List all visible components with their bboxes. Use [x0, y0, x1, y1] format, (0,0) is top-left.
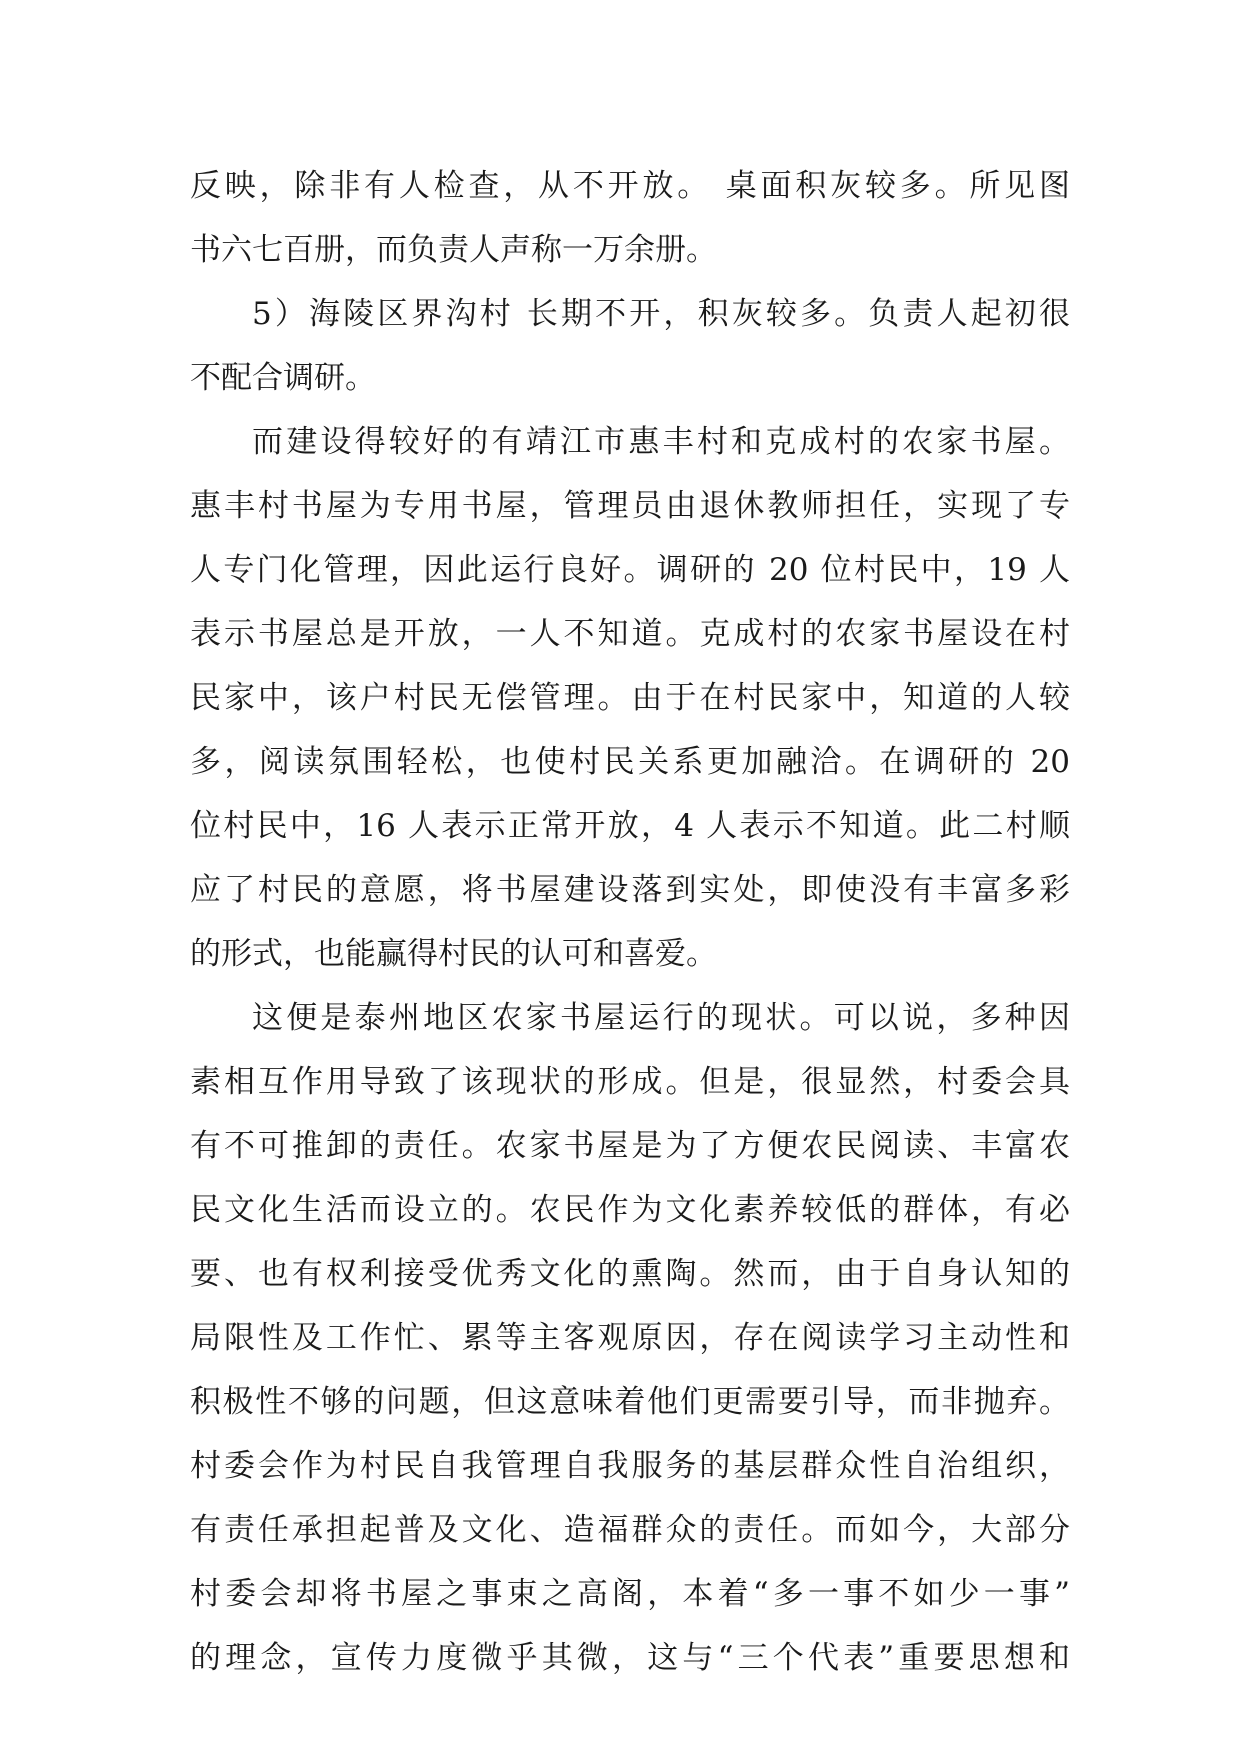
text-line: 这便是泰州地区农家书屋运行的现状。可以说，多种因 — [252, 1000, 1070, 1036]
text-line: 表示书屋总是开放，一人不知道。克成村的农家书屋设在村 — [190, 616, 1070, 652]
text-line: 素相互作用导致了该现状的形成。但是，很显然，村委会具 — [190, 1064, 1070, 1100]
text-line: 人专门化管理，因此运行良好。调研的 20 位村民中，19 人 — [190, 552, 1070, 588]
text-line: 多，阅读氛围轻松，也使村民关系更加融洽。在调研的 20 — [190, 744, 1070, 780]
body-text — [190, 154, 1070, 1690]
text-line: 书六七百册，而负责人声称一万余册。 — [190, 232, 717, 268]
text-line: 局限性及工作忙、累等主客观原因，存在阅读学习主动性和 — [190, 1320, 1070, 1356]
text-line: 反映，除非有人检查，从不开放。 桌面积灰较多。所见图 — [190, 168, 1070, 204]
text-line: 村委会作为村民自我管理自我服务的基层群众性自治组织， — [190, 1448, 1070, 1484]
text-line: 积极性不够的问题，但这意味着他们更需要引导，而非抛弃。 — [190, 1384, 1070, 1420]
text-line: 有不可推卸的责任。农家书屋是为了方便农民阅读、丰富农 — [190, 1128, 1070, 1164]
text-line: 有责任承担起普及文化、造福群众的责任。而如今，大部分 — [190, 1512, 1070, 1548]
text-line: 村委会却将书屋之事束之高阁，本着“多一事不如少一事” — [190, 1576, 1070, 1612]
text-line: 应了村民的意愿，将书屋建设落到实处，即使没有丰富多彩 — [190, 872, 1070, 908]
text-line: 惠丰村书屋为专用书屋，管理员由退休教师担任，实现了专 — [190, 488, 1070, 524]
text-line: 要、也有权利接受优秀文化的熏陶。然而，由于自身认知的 — [190, 1256, 1070, 1292]
text-line: 而建设得较好的有靖江市惠丰村和克成村的农家书屋。 — [252, 424, 1070, 460]
text-line: 位村民中，16 人表示正常开放，4 人表示不知道。此二村顺 — [190, 808, 1070, 844]
text-line: 5）海陵区界沟村 长期不开，积灰较多。负责人起初很 — [252, 296, 1070, 332]
text-line: 民文化生活而设立的。农民作为文化素养较低的群体，有必 — [190, 1192, 1070, 1228]
text-line: 的理念，宣传力度微乎其微，这与“三个代表”重要思想和 — [190, 1640, 1070, 1676]
text-line: 的形式，也能赢得村民的认可和喜爱。 — [190, 936, 717, 972]
text-line: 民家中，该户村民无偿管理。由于在村民家中，知道的人较 — [190, 680, 1070, 716]
text-line: 不配合调研。 — [190, 360, 376, 396]
